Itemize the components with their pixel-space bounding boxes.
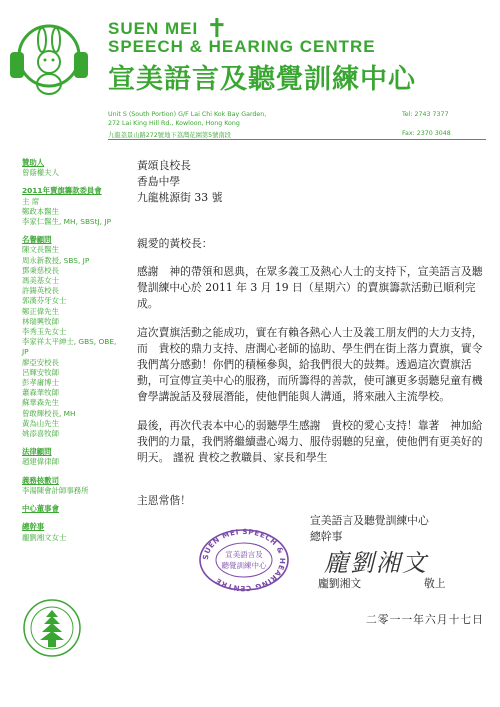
sidebar-section-auditor bbox=[22, 476, 120, 496]
sidebar-item: 蕭森華牧師 bbox=[22, 388, 59, 398]
sidebar-item: 陳文長醫生 bbox=[22, 245, 59, 255]
sidebar-item: 呂輝安牧師 bbox=[22, 367, 59, 377]
signoff-title: 總幹事 bbox=[310, 530, 343, 543]
sidebar-item: 曾蔭權夫人 bbox=[22, 168, 59, 178]
signer-name: 龐劉湘文 bbox=[318, 577, 362, 590]
recipient-line: 九龍桃源街 33 號 bbox=[137, 191, 223, 204]
sidebar-section-advisors bbox=[22, 235, 120, 439]
recipient-line: 香島中學 bbox=[137, 175, 181, 188]
sidebar-section-legal bbox=[22, 447, 120, 467]
sidebar-item: 彭孝庸博士 bbox=[22, 378, 59, 388]
paragraph-2: 這次賣旗活動之能成功，實在有賴各熱心人士及義工朋友們的大力支持，而 貴校的鼎力支持、唐潤心老師的協助、學生們在街上落力賣旗，實令我們萬分感動！你們的積極參與，給我們很大的鼓舞。透過這次賣旗活動，可宣傳宣美中心的服務，而所籌得的善款，使可讓更多弱聽兒童有機會學講說話及發展潛能，使他們能與人溝通，將來融入主流學校。 bbox=[137, 326, 483, 403]
sidebar-section-committee bbox=[22, 186, 120, 227]
sidebar-item: 龐劉湘文女士 bbox=[22, 532, 67, 542]
sidebar-item: 曾敢輝校長, MH bbox=[22, 408, 76, 418]
sidebar-heading: 中心董事會 bbox=[22, 504, 59, 514]
sidebar-item: 許鍚英校長 bbox=[22, 286, 59, 296]
salutation: 親愛的黃校長： bbox=[137, 237, 213, 250]
header-divider bbox=[108, 139, 486, 140]
letter-body bbox=[137, 158, 483, 466]
sidebar-item: 李秀玉先女士 bbox=[22, 327, 67, 337]
center-logo-icon bbox=[4, 18, 94, 104]
center-stamp bbox=[198, 528, 290, 592]
sidebar-item: 鄧秉慈校長 bbox=[22, 265, 59, 275]
cross-icon: ✝ bbox=[206, 14, 228, 44]
sidebar-heading: 名譽顧問 bbox=[22, 235, 52, 245]
sidebar-item: 廖亞安校長 bbox=[22, 357, 59, 367]
sidebar-item: 鄭政本醫生 bbox=[22, 206, 59, 216]
committee-sidebar bbox=[22, 158, 120, 543]
sidebar-item: 趙建偉律師 bbox=[22, 457, 59, 467]
sidebar-item: 主 席 bbox=[22, 196, 40, 206]
org-name-zh: 宣美語言及聽覺訓練中心 bbox=[108, 64, 416, 95]
sidebar-item: 林瑞興牧師 bbox=[22, 316, 59, 326]
sidebar-heading: 總幹事 bbox=[22, 522, 45, 532]
sidebar-item: 郭漢芬牙女士 bbox=[22, 296, 67, 306]
sidebar-heading: 贊助人 bbox=[22, 158, 45, 167]
recipient-line: 黃頌良校長 bbox=[137, 159, 191, 172]
sidebar-item: 李家祥太平紳士, GBS, OBE, JP bbox=[22, 337, 117, 357]
sidebar-section-board bbox=[22, 504, 120, 514]
sidebar-item: 馮美基女士 bbox=[22, 276, 59, 286]
fax-number: Fax: 2370 3048 bbox=[402, 130, 451, 137]
stamp-center-line2: 聽覺訓練中心 bbox=[221, 561, 267, 570]
sidebar-item: 周永新教授, SBS, JP bbox=[22, 255, 90, 265]
sidebar-heading: 2011年賣旗籌款委員會 bbox=[22, 186, 102, 196]
pagoda-seal-icon bbox=[22, 598, 82, 658]
sidebar-item: 姚添喜牧師 bbox=[22, 429, 59, 439]
paragraph-3: 最後，再次代表本中心的弱聽學生感謝 貴校的愛心支持！靠著 神加給我們的力量，我們將繼續盡心竭力、服侍弱聽的兒童，使他們有更美好的明天。 謹祝 貴校之教職員、家長和學生 bbox=[137, 419, 483, 464]
sidebar-item: 李湯陳會計師事務所 bbox=[22, 485, 89, 495]
sidebar-item: 鄭正偉先生 bbox=[22, 306, 59, 316]
sidebar-heading: 法律顧問 bbox=[22, 447, 52, 457]
sidebar-section-patron bbox=[22, 158, 120, 178]
sidebar-item: 蘇華森先生 bbox=[22, 398, 59, 408]
letter-date: 二零一一年六月十七日 bbox=[366, 613, 484, 626]
sidebar-section-director bbox=[22, 522, 120, 542]
address-en-line2: 272 Lai King Hill Rd., Kowloon, Hong Kong bbox=[108, 120, 240, 127]
stamp-ring-text: SUEN MEI SPEECH & HEARING CENTRE bbox=[200, 528, 288, 592]
signoff-block bbox=[310, 513, 429, 545]
org-name-en-line1: SUEN MEI bbox=[108, 19, 199, 38]
handwritten-signature: 龐劉湘文 bbox=[324, 549, 428, 577]
signoff-org: 宣美語言及聽覺訓練中心 bbox=[310, 514, 429, 527]
sidebar-heading: 義務核數司 bbox=[22, 475, 59, 485]
address-zh: 九龍荔景山路272號地下荔灣花園第5號南段 bbox=[108, 132, 232, 139]
closing: 主恩常偕！ bbox=[137, 494, 191, 507]
paragraph-1: 感謝 神的帶領和恩典，在眾多義工及熱心人士的支持下，宣美語言及聽覺訓練中心於 2011 年 3 月 19 日（星期六）的賣旗籌款活動已順利完成。 bbox=[137, 265, 483, 310]
tel-number: Tel: 2743 7377 bbox=[402, 111, 449, 118]
signoff-regards: 敬上 bbox=[424, 577, 446, 590]
sidebar-item: 李家仁醫生, MH, SBStJ, JP bbox=[22, 217, 112, 227]
sidebar-item: 黃為山先生 bbox=[22, 418, 59, 428]
address-en-line1: Unit S (South Portion) G/F Lai Chi Kok Bay Garden, bbox=[108, 111, 267, 118]
org-name-en-line2: SPEECH & HEARING CENTRE bbox=[108, 37, 376, 56]
stamp-center-line1: 宣美語言及 bbox=[225, 550, 263, 559]
